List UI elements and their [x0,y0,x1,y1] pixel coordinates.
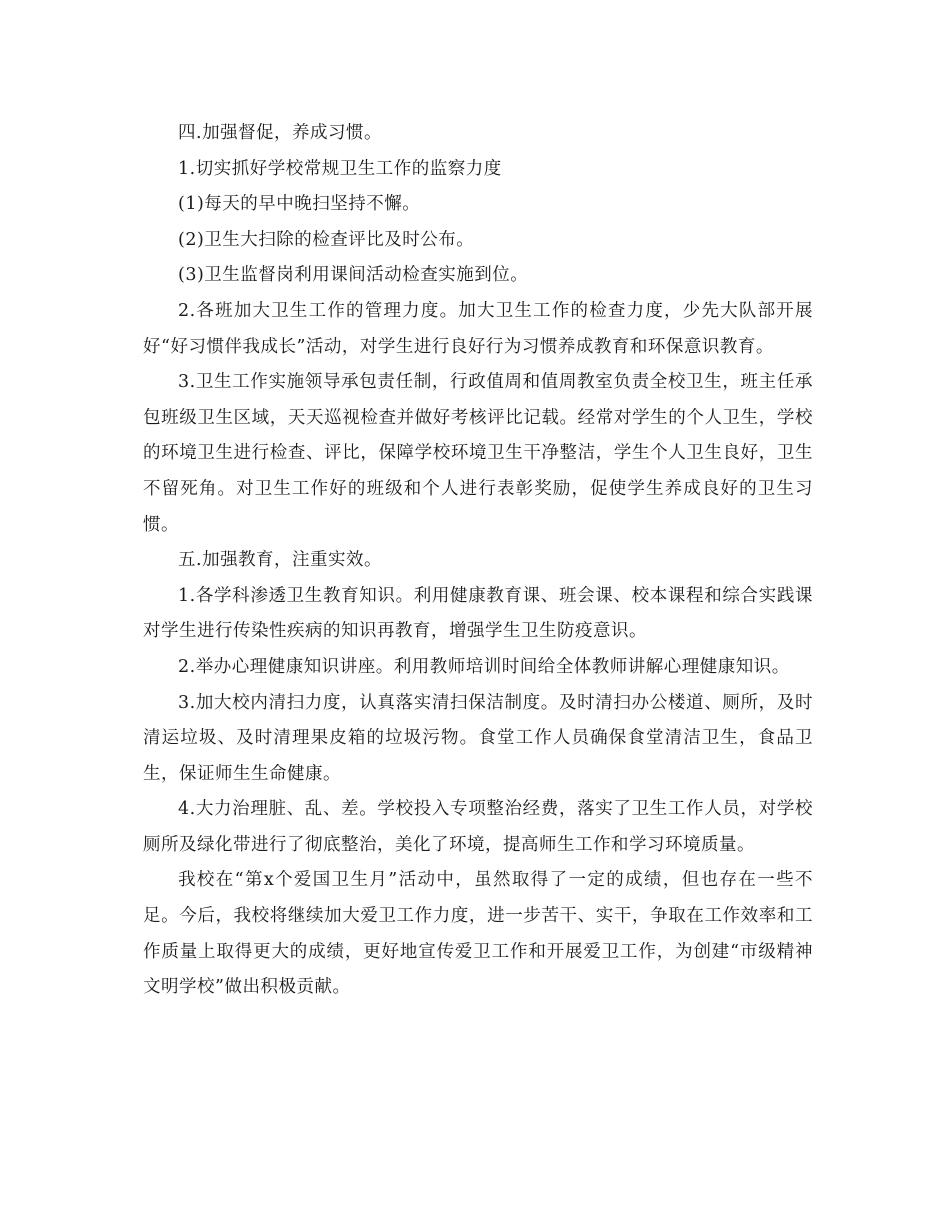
paragraph-subitem-3: (3)卫生监督岗利用课间活动检查实施到位。 [178,265,529,286]
paragraph-subitem-2: (2)卫生大扫除的检查评比及时公布。 [178,229,475,250]
document-body [143,116,813,1006]
paragraph-item-5-2: 2.举办心理健康知识讲座。利用教师培训时间给全体教师讲解心理健康知识。 [178,656,790,677]
paragraph-subitem-1: (1)每天的早中晚扫坚持不懈。 [178,194,421,215]
paragraph-item-5-1: 1.各学科渗透卫生教育知识。利用健康教育课、班会课、校本课程和综合实践课对学生进行传染性疾病的知识再教育，增强学生卫生防疫意识。 [143,585,813,642]
paragraph-item-3: 3.卫生工作实施领导承包责任制，行政值周和值周教室负责全校卫生，班主任承包班级卫生区域，天天巡视检查并做好考核评比记载。经常对学生的个人卫生，学校的环境卫生进行检查、评比，保障学校环境卫生干净整洁，学生个人卫生良好，卫生不留死角。对卫生工作好的班级和个人进行表彰奖励，促使学生养成良好的卫生习惯。 [143,372,813,535]
paragraph-item-5-3: 3.加大校内清扫力度，认真落实清扫保洁制度。及时清扫办公楼道、厕所，及时清运垃圾、及时清理果皮箱的垃圾污物。食堂工作人员确保食堂清洁卫生，食品卫生，保证师生生命健康。 [143,692,813,784]
closing-paragraph: 我校在“第x个爱国卫生月”活动中，虽然取得了一定的成绩，但也存在一些不足。今后，我校将继续加大爱卫工作力度，进一步苦干、实干，争取在工作效率和工作质量上取得更大的成绩，更好地宣传爱卫工作和开展爱卫工作，为创建“市级精神文明学校”做出积极贡献。 [143,870,813,998]
paragraph-item-2: 2.各班加大卫生工作的管理力度。加大卫生工作的检查力度，少先大队部开展好“好习惯伴我成长”活动，对学生进行良好行为习惯养成教育和环保意识教育。 [143,300,813,357]
paragraph-item-5-4: 4.大力治理脏、乱、差。学校投入专项整治经费，落实了卫生工作人员，对学校厕所及绿化带进行了彻底整治，美化了环境，提高师生工作和学习环境质量。 [143,799,813,855]
paragraph-item-1: 1.切实抓好学校常规卫生工作的监察力度 [178,158,502,179]
section-heading-4: 四.加强督促，养成习惯。 [178,123,383,143]
section-heading-5: 五.加强教育，注重实效。 [178,550,383,571]
